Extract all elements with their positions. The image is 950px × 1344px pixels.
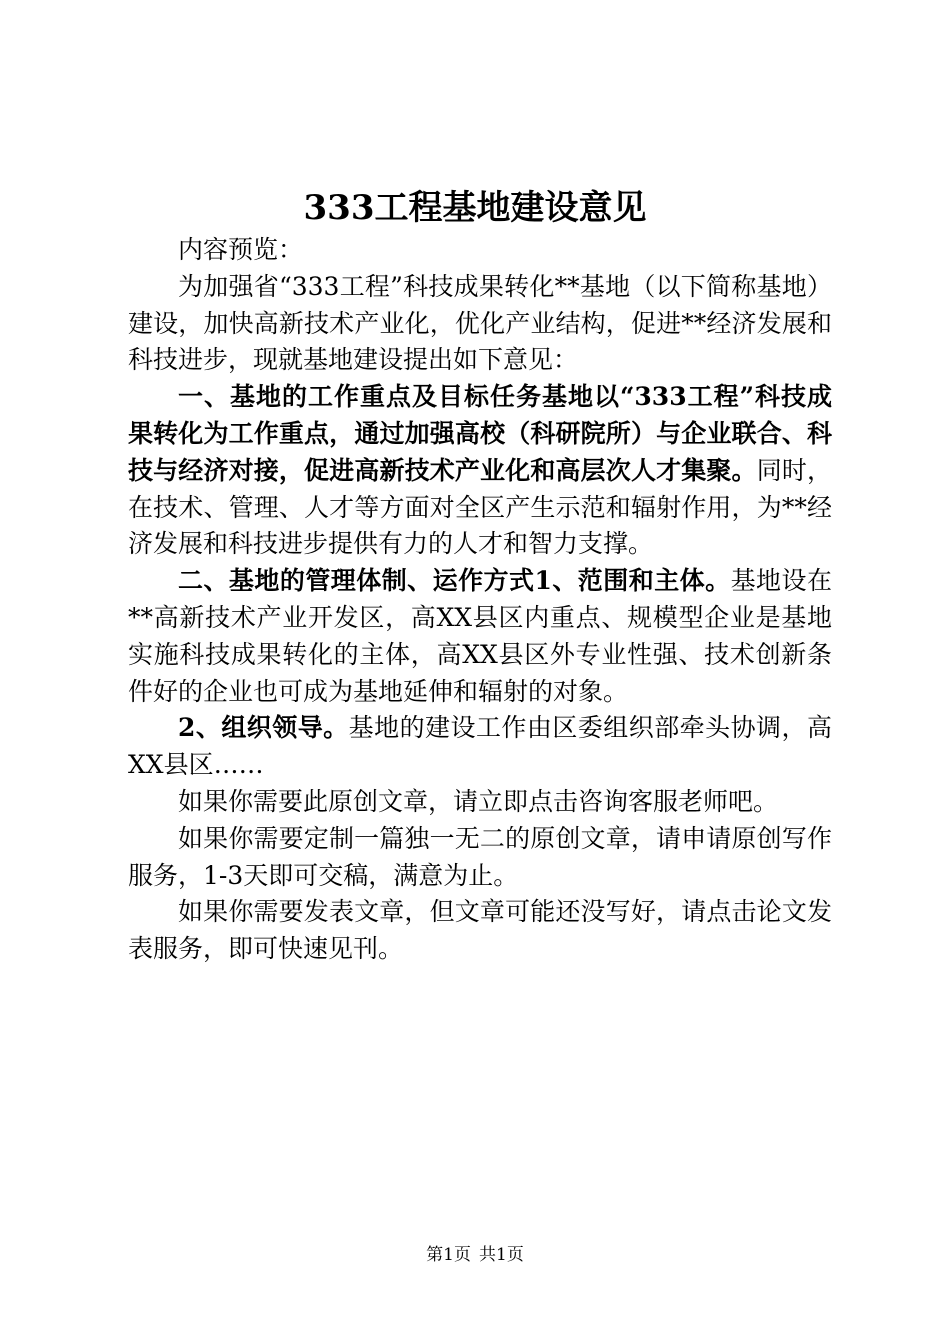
document-title: 333工程基地建设意见	[303, 188, 647, 228]
page-number-current: 第1页	[426, 1245, 471, 1265]
paragraph-section-two	[128, 563, 832, 710]
paragraph-text: 如果你需要此原创文章，请立即点击咨询客服老师吧。	[178, 786, 779, 816]
section-heading: 二、基地的管理体制、运作方式1、范围和主体。	[178, 566, 731, 596]
paragraph-text: 为加强省“333工程”科技成果转化**基地（以下简称基地）建设，加快高新技术产业化，优化产业结构，促进**经济发展和科技进步，现就基地建设提出如下意见：	[128, 271, 832, 375]
paragraph-preview-label	[128, 232, 832, 269]
paragraph-text: 同时，在技术、管理、人才等方面对全区产生示范和辐射作用，为**经济发展和科技进步提供有力的人才和智力支撑。	[128, 455, 832, 559]
document-body	[128, 232, 832, 968]
paragraph-organization	[128, 710, 832, 784]
section-heading: 2、组织领导。	[178, 713, 349, 743]
paragraph-custom-writing-notice	[128, 821, 832, 895]
paragraph-publishing-notice	[128, 894, 832, 968]
paragraph-text: 内容预览：	[178, 235, 304, 264]
paragraph-text: 基地的建设工作由区委组织部牵头协调，高XX县区……	[128, 713, 832, 780]
paragraph-text: 如果你需要发表文章，但文章可能还没写好，请点击论文发表服务，即可快速见刊。	[128, 897, 832, 964]
section-heading: 一、基地的工作重点及目标任务基地以“333工程”科技成果转化为工作重点，通过加强高校（科研院所）与企业联合、科技与经济对接，促进高新技术产业化和高层次人才集聚。	[128, 382, 832, 485]
paragraph-text: 基地设在**高新技术产业开发区，高XX县区内重点、规模型企业是基地实施科技成果转化的主体，高XX县区外专业性强、技术创新条件好的企业也可成为基地延伸和辐射的对象。	[128, 566, 832, 706]
page-footer	[0, 1243, 950, 1267]
paragraph-section-one	[128, 379, 832, 563]
page-number-total: 共1页	[479, 1245, 524, 1265]
paragraph-text: 如果你需要定制一篇独一无二的原创文章，请申请原创写作服务，1-3天即可交稿，满意为止。	[128, 823, 832, 890]
paragraph-consult-notice	[128, 784, 832, 821]
paragraph-intro	[128, 269, 832, 379]
